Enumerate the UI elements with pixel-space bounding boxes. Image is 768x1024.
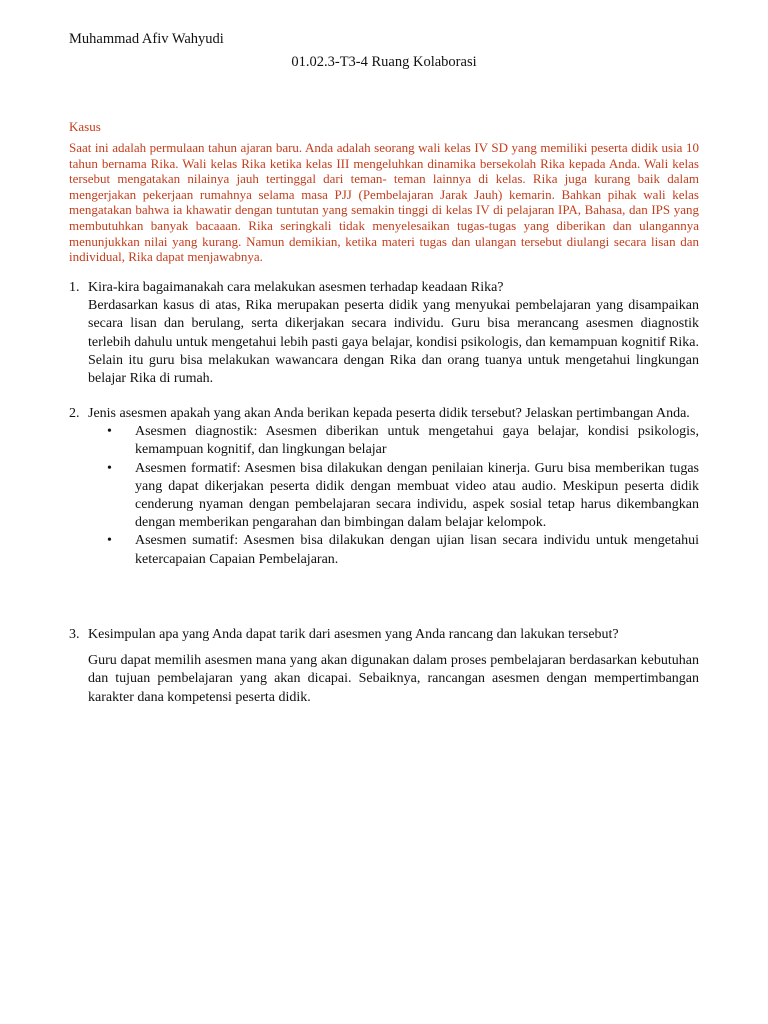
question-text: Kira-kira bagaimanakah cara melakukan asesmen terhadap keadaan Rika? — [88, 280, 504, 295]
question-3 — [69, 626, 699, 707]
list-item — [107, 532, 699, 568]
question-3-header — [69, 626, 699, 644]
question-text: Jenis asesmen apakah yang akan Anda berikan kepada peserta didik tersebut? Jelaskan pertimbangan Anda. — [88, 406, 690, 421]
assessment-list — [69, 423, 699, 569]
list-item-text: Asesmen formatif: Asesmen bisa dilakukan dengan penilaian kinerja. Guru bisa memberikan tugas yang dapat dikerjakan peserta didik dengan membuat video atau audio. Meskipun peserta didik cenderung nyaman dengan pembelajaran secara individu, aspek sosial tetap harus dikembangkan dengan memberikan pengarahan dan bimbingan dalam belajar kelompok. — [135, 460, 699, 531]
bullet-icon: • — [107, 460, 112, 476]
list-item — [107, 460, 699, 533]
question-2-header — [69, 405, 699, 423]
list-item — [107, 423, 699, 459]
case-description: Saat ini adalah permulaan tahun ajaran baru. Anda adalah seorang wali kelas IV SD yang memiliki peserta didik usia 10 tahun bernama Rika. Wali kelas Rika ketika kelas III mengeluhkan dinamika bersekolah Rika kepada Anda. Wali kelas tersebut mengatakan nilainya jauh tertinggal dari teman- teman lainnya di kelas. Rika juga kurang baik dalam mengerjakan pekerjaan rumahnya selama masa PJJ (Pembelajaran Jarak Jauh) kemarin. Bahkan pihak wali kelas mengatakan bahwa ia khawatir dengan tuntutan yang semakin tinggi di kelas IV di pelajaran IPA, Bahasa, dan IPS yang membutuhkan banyak bacaaan. Rika seringkali tidak menyelesaikan tugas-tugas yang diberikan dan ulangannya menunjukkan nilai yang kurang. Namun demikian, ketika materi tugas dan ulangan tersebut diulangi secara lisan dan individual, Rika dapat menjawabnya. — [69, 140, 699, 265]
question-number: 1. — [69, 280, 80, 295]
answer-text: Berdasarkan kasus di atas, Rika merupakan peserta didik yang menyukai pembelajaran yang disampaikan secara lisan dan berulang, serta dikerjakan secara individu. Guru bisa merancang asesmen diagnostik terlebih dahulu untuk mengetahui lebih pasti gaya belajar, kondisi psikologis, dan kemampuan kognitif Rika. Selain itu guru bisa melakukan wawancara dengan Rika dan orang tuanya untuk mengetahui lingkungan belajar Rika di rumah. — [88, 298, 699, 387]
question-number: 3. — [69, 627, 80, 642]
list-item-text: Asesmen diagnostik: Asesmen diberikan untuk mengetahui gaya belajar, kondisi psikologis, kemampuan kognitif, dan lingkungan belajar — [135, 424, 699, 458]
list-item-text: Asesmen sumatif: Asesmen bisa dilakukan dengan ujian lisan secara individu untuk mengetahui ketercapaian Capaian Pembelajaran. — [135, 533, 699, 567]
question-1-header — [69, 279, 699, 297]
question-text: Kesimpulan apa yang Anda dapat tarik dari asesmen yang Anda rancang dan lakukan tersebut? — [88, 627, 619, 642]
question-2 — [69, 405, 699, 569]
bullet-icon: • — [107, 533, 112, 549]
author-name: Muhammad Afiv Wahyudi — [69, 31, 224, 47]
case-heading: Kasus — [69, 119, 101, 134]
document-title: 01.02.3-T3-4 Ruang Kolaborasi — [291, 54, 477, 70]
answer-text: Guru dapat memilih asesmen mana yang akan digunakan dalam proses pembelajaran berdasarkan kebutuhan dan tujuan pembelajaran yang akan dicapai. Sebaiknya, rancangan asesmen dengan mempertimbangan karakter dana kompetensi peserta didik. — [88, 653, 699, 705]
question-1 — [69, 279, 699, 388]
question-number: 2. — [69, 406, 80, 421]
bullet-icon: • — [107, 424, 112, 440]
